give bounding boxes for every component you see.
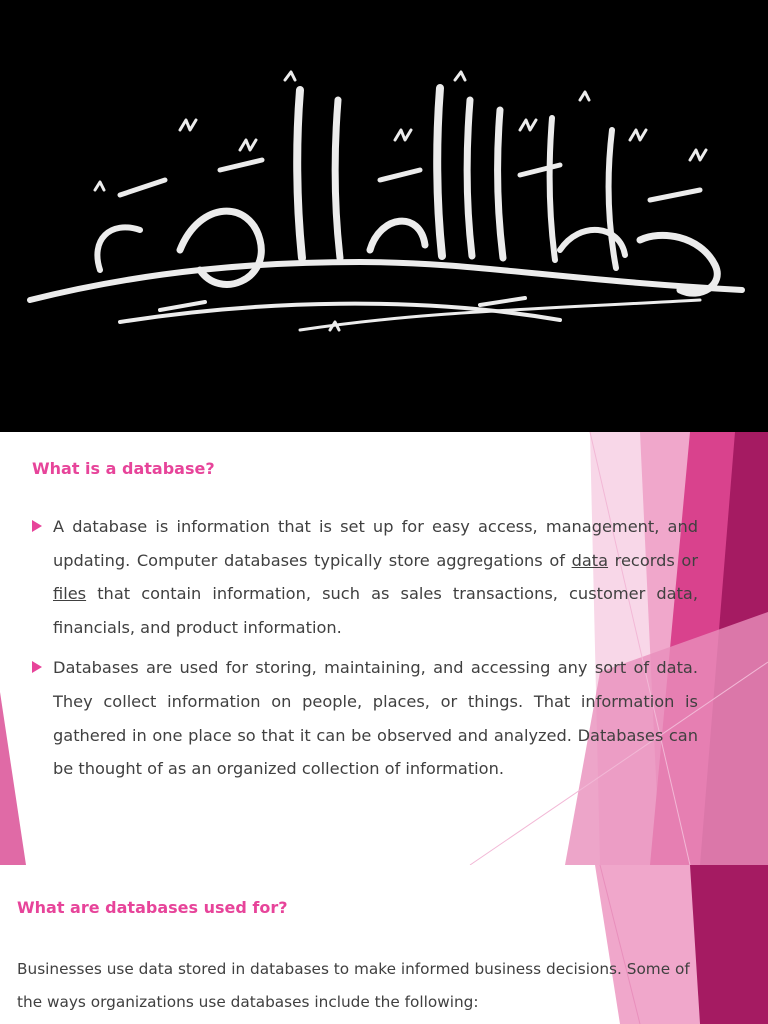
bullet-text: records or <box>608 550 698 570</box>
bullet-list <box>32 510 698 793</box>
slide-what-is-database <box>0 432 768 865</box>
bullet-item <box>32 510 698 644</box>
slide2-heading: What are databases used for? <box>17 898 288 917</box>
slide2-body: Businesses use data stored in databases to make informed business decisions. Some of the ways organizations use databases include the following: <box>17 960 690 1011</box>
slide1-heading: What is a database? <box>32 459 215 478</box>
bullet-text: Databases are used for storing, maintaining, and accessing any sort of data. They collect information on people, places, or things. That information is gathered in one place so that it can be observed and analyzed. Databases can be thought of as an organized collection of information. <box>53 658 698 779</box>
triangle-bullet-icon <box>32 661 42 673</box>
bullet-text: A database is information that is set up for easy access, management, and updating. Computer databases typically store aggregations of <box>53 517 698 570</box>
bullet-text: that contain information, such as sales transactions, customer data, financials, and product information. <box>53 584 698 637</box>
calligraphy-image <box>0 0 768 432</box>
bullet-item <box>32 651 698 785</box>
files-link[interactable]: files <box>53 584 87 604</box>
data-link[interactable]: data <box>571 550 609 570</box>
triangle-bullet-icon <box>32 520 42 532</box>
bismillah-calligraphy-art <box>0 0 768 432</box>
slide-databases-used-for <box>0 865 768 1024</box>
